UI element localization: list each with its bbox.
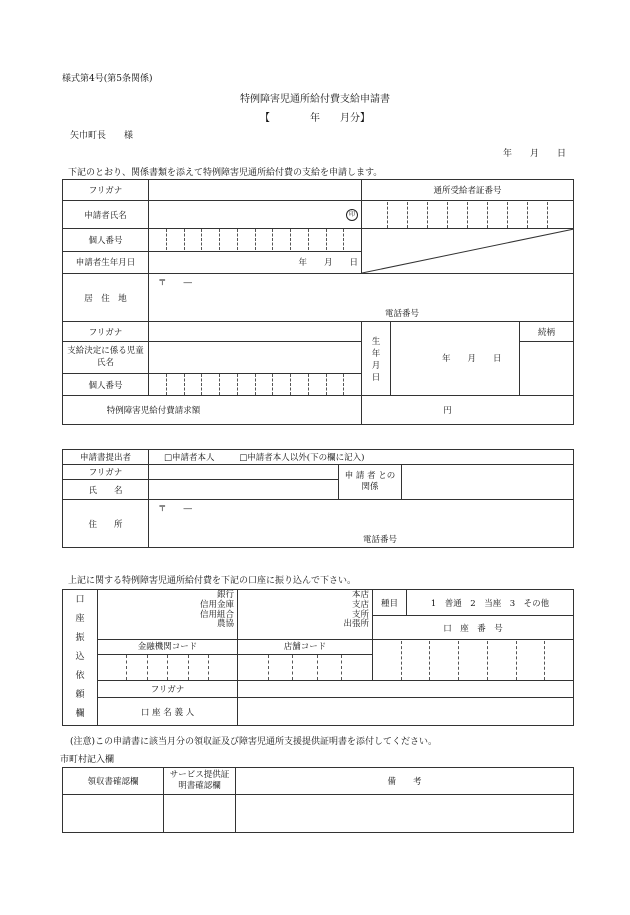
receipt-check-field[interactable] (63, 795, 164, 833)
applicant-table (62, 179, 574, 425)
branch-type-field[interactable] (238, 590, 373, 640)
bank-table (62, 589, 574, 726)
service-check-field[interactable] (164, 795, 236, 833)
holder-furigana-field[interactable] (238, 681, 574, 698)
addressee: 矢巾町長 様 (70, 131, 134, 141)
receipt-check-label: 領収書確認欄 (63, 768, 164, 795)
personal-no-digits (149, 229, 361, 250)
applicant-name-field[interactable] (149, 201, 362, 229)
intro-text: 下記のとおり、関係書類を添えて特例障害児通所給付費の支給を申請します。 (68, 168, 383, 178)
relation-field[interactable] (520, 342, 574, 396)
bank-type-1: 信用金庫 (199, 599, 234, 610)
branch-code-digits (268, 655, 342, 680)
submitter-name-label: 氏 名 (63, 480, 149, 500)
branch-code-label: 店舗コード (238, 640, 372, 655)
child-name-label: 支給決定に係る児童氏名 (63, 342, 149, 374)
claim-amount-field[interactable] (362, 396, 574, 425)
branch-type-2: 支所 (351, 609, 369, 620)
submitter-address-label: 住 所 (63, 500, 149, 548)
inst-code-digits (126, 655, 209, 680)
child-birth-date[interactable]: 年 月 日 (442, 354, 502, 364)
address-phone-label: 電話番号 (385, 309, 420, 319)
office-table (62, 767, 574, 833)
form-title: 特例障害児通所給付費支給申請書 (240, 94, 390, 105)
submitter-phone-label: 電話番号 (363, 535, 398, 545)
submitter-postal: 〒 ― (158, 504, 193, 514)
bank-side-label: 口座振込依頼欄 (63, 590, 98, 726)
child-name-field[interactable] (149, 342, 362, 374)
holder-furigana-label: フリガナ (98, 681, 238, 698)
account-kind-label: 種目 (373, 590, 407, 616)
submitter-furigana-field[interactable] (149, 465, 339, 480)
applicant-furigana-label: フリガナ (63, 180, 149, 201)
diagonal-line (362, 229, 574, 273)
child-personal-no-digits (149, 374, 361, 395)
account-kind-options[interactable]: 1 普通 2 当座 3 その他 (407, 590, 574, 616)
applicant-personal-no-label: 個人番号 (63, 229, 149, 252)
submitter-options[interactable] (149, 450, 574, 465)
account-number-label: 口 座 番 号 (373, 616, 574, 640)
submitter-name-field[interactable] (149, 480, 339, 500)
child-birth-label: 生年月日 (362, 322, 391, 395)
attachment-note: (注意)この申請書に該当月分の領収証及び障害児通所支援提供証明書を添付してください。 (70, 737, 438, 747)
applicant-birth-field[interactable]: 年 月 日 (149, 251, 362, 274)
bank-type-2: 信用組合 (199, 609, 234, 620)
bank-intro: 上記に関する特例障害児通所給付費を下記の口座に振り込んで下さい。 (68, 576, 357, 586)
service-check-label: サービス提供証明書確認欄 (164, 768, 236, 795)
submitter-relation-field[interactable] (402, 465, 574, 500)
bank-type-0: 銀行 (216, 590, 234, 600)
cert-number-label: 通所受給者証番号 (362, 180, 574, 201)
applicant-personal-no-field[interactable] (149, 229, 362, 252)
branch-type-1: 支店 (351, 599, 369, 610)
diagonal-cell (362, 229, 574, 274)
child-furigana-label: フリガナ (63, 322, 149, 342)
applicant-furigana-field[interactable] (149, 180, 362, 201)
form-number: 様式第4号(第5条関係) (62, 74, 153, 84)
inst-code-label: 金融機関コード (98, 640, 237, 655)
account-number-field[interactable] (373, 640, 574, 681)
branch-type-3: 出張所 (343, 619, 369, 630)
cert-number-digits (368, 202, 567, 228)
relation-label: 続柄 (520, 322, 574, 342)
bank-type-3: 農協 (216, 619, 234, 630)
seal-mark: 印 (346, 209, 358, 221)
holder-label: 口 座 名 義 人 (98, 698, 238, 726)
child-furigana-field[interactable] (149, 322, 362, 342)
child-personal-no-label: 個人番号 (63, 374, 149, 396)
submitter-table (62, 449, 574, 548)
office-label: 市町村記入欄 (60, 755, 115, 765)
address-field[interactable] (149, 274, 574, 322)
address-postal: 〒 ― (158, 278, 193, 288)
child-personal-no-field[interactable] (149, 374, 362, 396)
holder-field[interactable] (238, 698, 574, 726)
option-other[interactable]: □申請者本人以外(下の欄に記入) (239, 453, 365, 463)
remarks-label: 備 考 (236, 768, 574, 795)
option-self[interactable]: □申請者本人 (164, 453, 215, 463)
target-period: 【 年 月分】 (260, 113, 370, 124)
address-label: 居 住 地 (63, 274, 149, 322)
branch-type-0: 本店 (351, 590, 369, 600)
inst-code-cell[interactable] (98, 640, 238, 681)
submitter-label: 申請書提出者 (63, 450, 149, 465)
submitter-relation-label: 申 請 者 との関係 (339, 465, 402, 500)
branch-code-cell[interactable] (238, 640, 373, 681)
submitter-address-field[interactable] (149, 500, 574, 548)
claim-amount-label: 特例障害児給付費請求額 (63, 396, 362, 425)
cert-number-field[interactable] (362, 201, 574, 229)
yen-unit: 円 (443, 406, 452, 416)
remarks-field[interactable] (236, 795, 574, 833)
applicant-name-label: 申請者氏名 (63, 201, 149, 229)
account-number-digits (373, 641, 573, 680)
submitter-furigana-label: フリガナ (63, 465, 149, 480)
bank-type-field[interactable] (98, 590, 238, 640)
child-spacer (362, 322, 520, 396)
application-date: 年 月 日 (503, 149, 567, 159)
applicant-birth-label: 申請者生年月日 (63, 251, 149, 274)
